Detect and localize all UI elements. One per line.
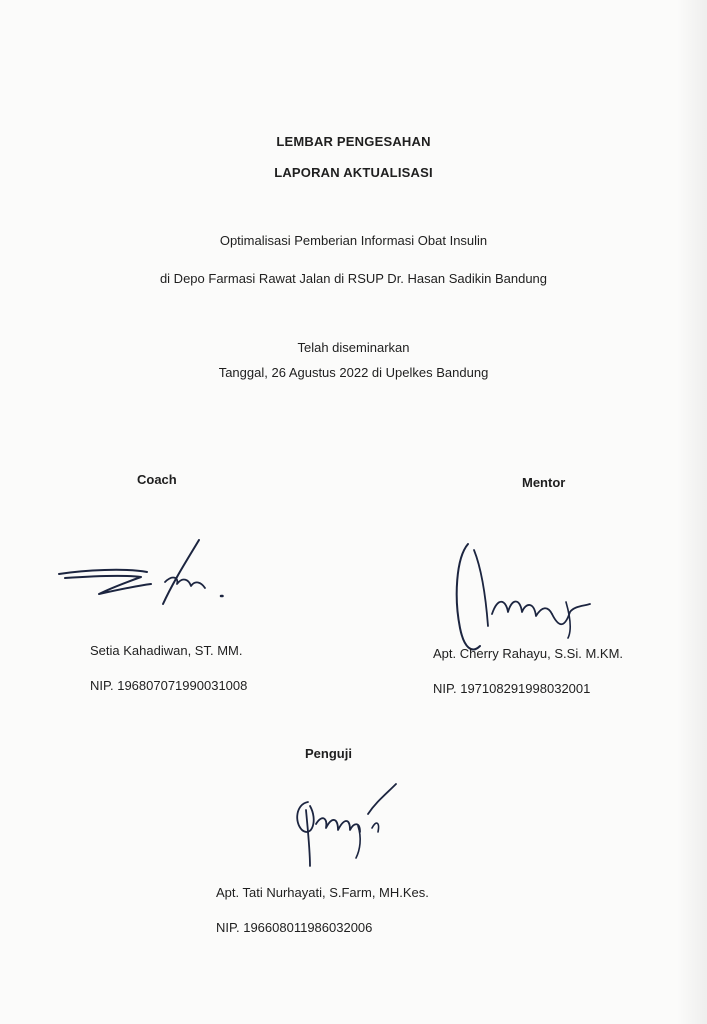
coach-name: Setia Kahadiwan, ST. MM. bbox=[90, 643, 243, 658]
coach-nip: NIP. 196807071990031008 bbox=[90, 678, 248, 693]
report-title: LAPORAN AKTUALISASI bbox=[274, 165, 433, 180]
mentor-nip: NIP. 197108291998032001 bbox=[433, 681, 591, 696]
subject-line-2: di Depo Farmasi Rawat Jalan di RSUP Dr. Hasan Sadikin Bandung bbox=[159, 271, 548, 286]
coach-role-label: Coach bbox=[137, 472, 177, 487]
subject-line-1: Optimalisasi Pemberian Informasi Obat Insulin bbox=[219, 233, 488, 248]
examiner-name: Apt. Tati Nurhayati, S.Farm, MH.Kes. bbox=[216, 885, 429, 900]
coach-signature-image bbox=[55, 538, 230, 610]
mentor-role-label: Mentor bbox=[522, 475, 566, 490]
examiner-role-label: Penguji bbox=[305, 746, 352, 761]
scan-edge-shadow bbox=[677, 0, 707, 1024]
sheet-title: LEMBAR PENGESAHAN bbox=[276, 134, 431, 149]
examiner-signature-image bbox=[286, 780, 401, 870]
mentor-name: Apt. Cherry Rahayu, S.Si. M.KM. bbox=[433, 646, 624, 661]
seminar-date-place: Tanggal, 26 Agustus 2022 di Upelkes Bandung bbox=[218, 365, 489, 380]
examiner-nip: NIP. 196608011986032006 bbox=[216, 920, 373, 935]
seminar-status: Telah diseminarkan bbox=[297, 340, 410, 355]
